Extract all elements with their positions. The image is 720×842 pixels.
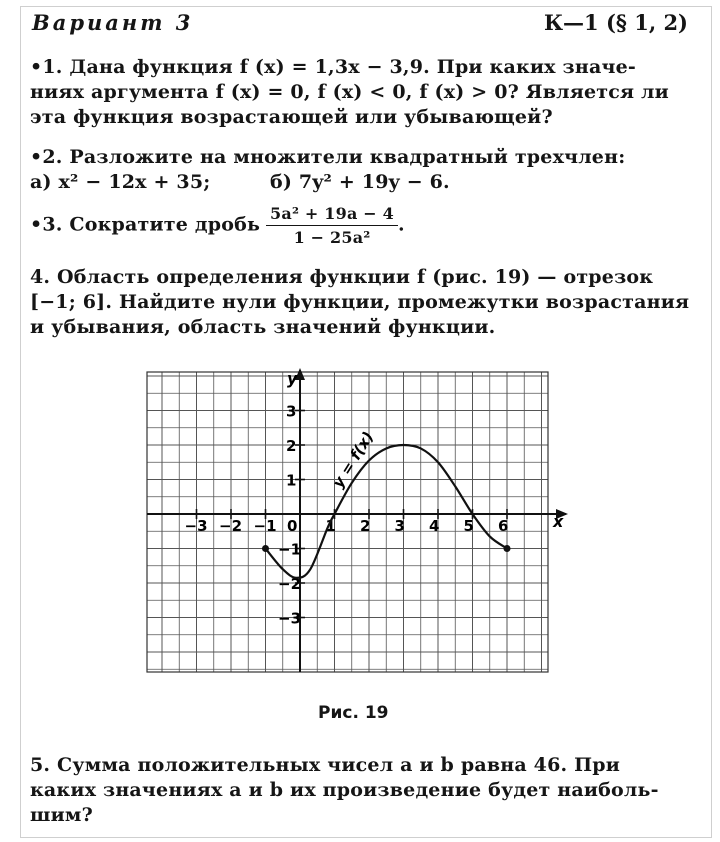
variant-title: Вариант 3	[32, 10, 194, 35]
task4-line2: [−1; 6]. Найдите нули функции, промежутки возрастания	[30, 291, 690, 313]
fraction-denominator: 1 − 25a²	[293, 228, 371, 247]
y-tick-label: 1	[286, 471, 297, 490]
end-point	[504, 545, 511, 552]
x-tick-label: −1	[253, 517, 277, 535]
x-tick-label: −3	[184, 517, 208, 535]
x-tick-label: −2	[219, 517, 243, 535]
function-graph	[140, 368, 570, 678]
task2-part-b: б) 7y² + 19y − 6.	[270, 171, 450, 193]
y-tick-label: −1	[278, 540, 302, 559]
task2-line1: •2. Разложите на множители квадратный трехчлен:	[30, 146, 626, 168]
y-tick-label: 3	[286, 402, 297, 421]
task4-line1: 4. Область определения функции f (рис. 19) — отрезок	[30, 266, 654, 288]
curve-label: y = f(x)	[328, 428, 378, 492]
task1-line2: ниях аргумента f (x) = 0, f (x) < 0, f (x) > 0? Является ли	[30, 81, 669, 103]
y-axis-label: y	[287, 369, 298, 388]
task1-line3: эта функция возрастающей или убывающей?	[30, 106, 553, 128]
task5-line2: каких значениях a и b их произведение будет наиболь-	[30, 779, 659, 801]
task1-line1: •1. Дана функция f (x) = 1,3x − 3,9. При каких значе-	[30, 56, 636, 78]
task2-part-a: а) x² − 12x + 35;	[30, 171, 211, 193]
start-point	[262, 545, 269, 552]
y-tick-label: 2	[286, 437, 297, 455]
figure-caption: Рис. 19	[318, 703, 389, 723]
fraction	[266, 204, 398, 247]
task5-line3: шим?	[30, 804, 93, 826]
y-tick-label: −3	[278, 609, 302, 628]
x-tick-label: 2	[360, 517, 371, 535]
x-tick-label: 1	[325, 517, 336, 535]
task3-text: •3. Сократите дробь	[30, 213, 261, 236]
y-tick-label: −2	[278, 575, 302, 593]
x-axis-label: x	[553, 512, 564, 531]
x-tick-label: 3	[394, 517, 405, 535]
x-tick-label: 4	[429, 517, 440, 535]
task3	[30, 204, 405, 247]
task5-line1: 5. Сумма положительных чисел a и b равна 46. При	[30, 754, 621, 776]
x-tick-label: 5	[463, 517, 474, 535]
test-code: К—1 (§ 1, 2)	[543, 10, 688, 35]
x-tick-label: 6	[498, 517, 509, 535]
fraction-numerator: 5a² + 19a − 4	[266, 204, 398, 226]
task4-line3: и убывания, область значений функции.	[30, 316, 496, 338]
origin-label: 0	[287, 517, 298, 535]
task3-end: .	[398, 213, 405, 236]
